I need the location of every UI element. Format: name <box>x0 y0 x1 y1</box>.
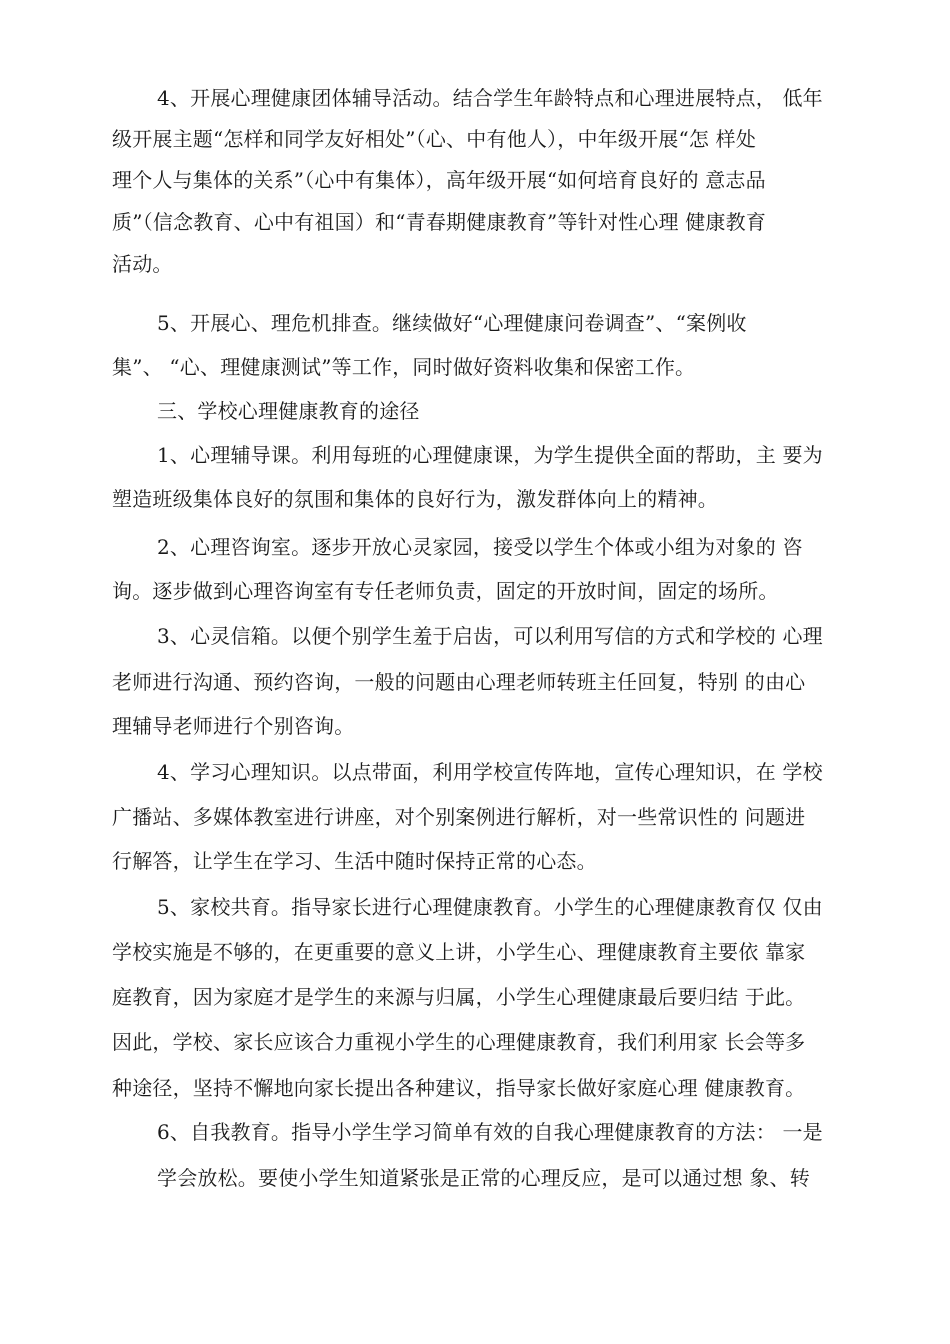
text-line: 集”、 “心、理健康测试”等工作，同时做好资料收集和保密工作。 <box>112 355 696 379</box>
text-line: 4、开展心理健康团体辅导活动。结合学生年龄特点和心理进展特点， 低年 <box>157 86 823 110</box>
text-line: 1、心理辅导课。利用每班的心理健康课，为学生提供全面的帮助，主 要为 <box>157 443 823 467</box>
text-line: 学校实施是不够的，在更重要的意义上讲，小学生心、理健康教育主要依 靠家 <box>112 940 806 964</box>
text-line: 质”（信念教育、心中有祖国）和“青春期健康教育”等针对性心理 健康教育 <box>112 210 767 234</box>
text-line: 询。逐步做到心理咨询室有专任老师负责，固定的开放时间，固定的场所。 <box>112 579 779 603</box>
text-line: 塑造班级集体良好的氛围和集体的良好行为，激发群体向上的精神。 <box>112 487 718 511</box>
text-line: 行解答，让学生在学习、生活中随时保持正常的心态。 <box>112 849 597 873</box>
text-line: 5、家校共育。指导家长进行心理健康教育。小学生的心理健康教育仅 仅由 <box>157 895 823 919</box>
text-line: 理个人与集体的关系”（心中有集体），高年级开展“如何培育良好的 意志品 <box>112 168 766 192</box>
text-line: 活动。 <box>112 252 173 276</box>
text-line: 因此，学校、家长应该合力重视小学生的心理健康教育，我们利用家 长会等多 <box>112 1030 806 1054</box>
text-line: 老师进行沟通、预约咨询，一般的问题由心理老师转班主任回复，特别 的由心 <box>112 670 806 694</box>
text-line: 广播站、多媒体教室进行讲座，对个别案例进行解析，对一些常识性的 问题进 <box>112 805 806 829</box>
text-line: 6、自我教育。指导小学生学习简单有效的自我心理健康教育的方法： 一是 <box>157 1120 823 1144</box>
text-line: 3、心灵信箱。以便个别学生羞于启齿，可以利用写信的方式和学校的 心理 <box>157 624 823 648</box>
text-line: 学会放松。要使小学生知道紧张是正常的心理反应，是可以通过想 象、转 <box>157 1166 810 1190</box>
text-line: 级开展主题“怎样和同学友好相处”（心、中有他人），中年级开展“怎 样处 <box>112 127 757 151</box>
text-line: 种途径，坚持不懈地向家长提出各种建议，指导家长做好家庭心理 健康教育。 <box>112 1076 806 1100</box>
text-line: 理辅导老师进行个别咨询。 <box>112 714 355 738</box>
section-heading: 三、学校心理健康教育的途径 <box>157 399 420 423</box>
text-line: 4、学习心理知识。以点带面，利用学校宣传阵地，宣传心理知识，在 学校 <box>157 760 823 784</box>
text-line: 2、心理咨询室。逐步开放心灵家园，接受以学生个体或小组为对象的 咨 <box>157 535 803 559</box>
text-line: 5、开展心、理危机排查。继续做好“心理健康问卷调查”、“案例收 <box>157 311 747 335</box>
text-line: 庭教育，因为家庭才是学生的来源与归属，小学生心理健康最后要归结 于此。 <box>112 985 806 1009</box>
